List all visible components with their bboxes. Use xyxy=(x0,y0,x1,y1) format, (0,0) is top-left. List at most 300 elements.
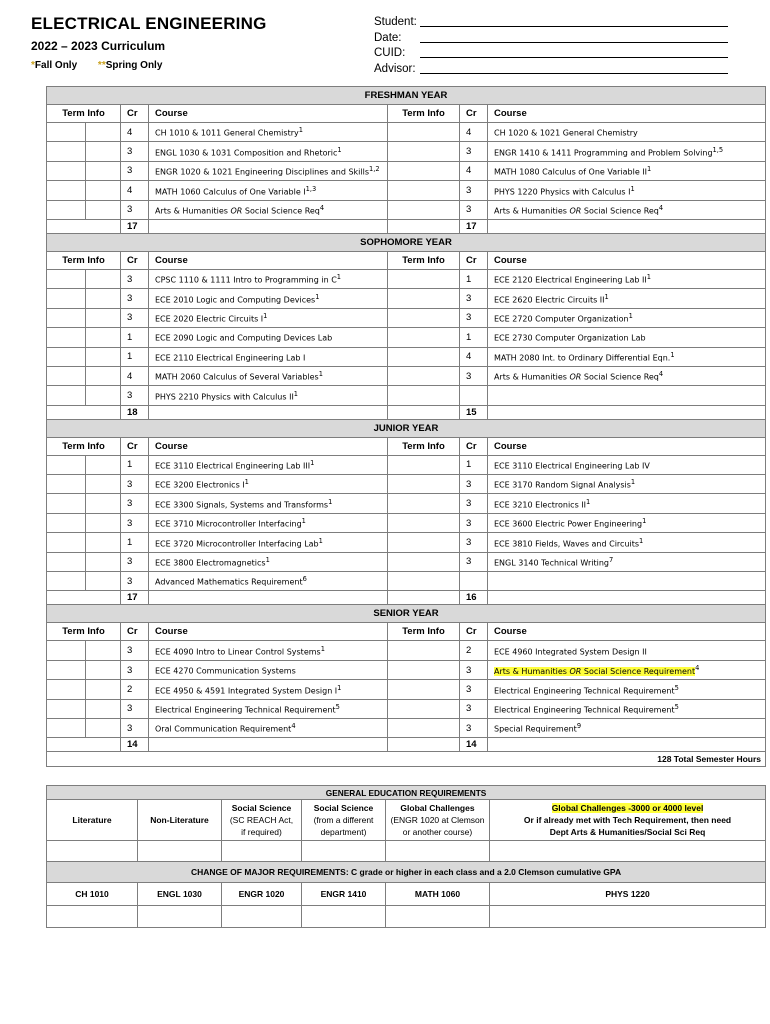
gen-ed-input-literature[interactable] xyxy=(47,841,138,862)
course-cell xyxy=(149,641,388,660)
course-name: PHYS 1220 Physics with Calculus I xyxy=(494,187,631,197)
course-header: Course xyxy=(488,623,766,641)
total-row xyxy=(47,405,766,419)
term-info-cell[interactable] xyxy=(388,533,460,552)
student-field[interactable] xyxy=(420,15,728,27)
course-name: ECE 3710 Microcontroller Interfacing xyxy=(155,519,302,529)
course-name: Arts & Humanities OR Social Science Requirement xyxy=(494,666,696,676)
course-row xyxy=(47,699,766,718)
term-info-cell[interactable] xyxy=(86,660,121,679)
gen-ed-global-2: Global Challenges -3000 or 4000 level Or if already met with Tech Requirement, then need Dept Arts & Humanities/Social Sci Req xyxy=(490,800,766,841)
term-info-header: Term Info xyxy=(388,251,460,269)
course-footnote: 4 xyxy=(658,203,664,212)
course-name: PHYS 2210 Physics with Calculus II xyxy=(155,392,294,402)
credit-total: 17 xyxy=(460,219,488,233)
term-info-cell[interactable] xyxy=(86,513,121,532)
term-info-cell[interactable] xyxy=(86,181,121,200)
term-info-cell[interactable] xyxy=(47,533,86,552)
course-footnote: 1 xyxy=(630,184,635,193)
term-info-cell[interactable] xyxy=(86,475,121,494)
credit-cell: 3 xyxy=(460,533,488,552)
term-info-cell[interactable] xyxy=(388,718,460,737)
credit-cell: 3 xyxy=(121,386,149,405)
credit-cell: 3 xyxy=(121,308,149,327)
credit-cell: 3 xyxy=(460,181,488,200)
course-cell xyxy=(488,181,766,200)
credit-cell: 3 xyxy=(460,552,488,571)
credit-cell: 1 xyxy=(121,328,149,347)
course-footnote: 1 xyxy=(328,497,333,506)
change-major-grade[interactable] xyxy=(222,906,302,928)
gen-ed-table xyxy=(46,785,766,928)
course-footnote: 5 xyxy=(674,683,679,692)
course-row xyxy=(47,142,766,161)
credit-total: 16 xyxy=(460,591,488,605)
advisor-field[interactable] xyxy=(420,62,728,74)
credit-cell: 4 xyxy=(460,123,488,142)
course-cell xyxy=(488,123,766,142)
term-info-cell[interactable] xyxy=(388,513,460,532)
term-info-header: Term Info xyxy=(388,623,460,641)
course-name: ECE 4090 Intro to Linear Control Systems xyxy=(155,647,321,657)
total-spacer xyxy=(488,405,766,419)
term-info-cell[interactable] xyxy=(86,718,121,737)
term-info-cell xyxy=(47,738,121,752)
course-footnote: 9 xyxy=(576,722,582,731)
year-title: SENIOR YEAR xyxy=(47,605,766,623)
credit-cell: 3 xyxy=(121,513,149,532)
total-row xyxy=(47,738,766,752)
term-info-cell xyxy=(47,591,121,605)
credit-cell: 3 xyxy=(460,200,488,219)
term-info-cell[interactable] xyxy=(388,494,460,513)
term-info-cell[interactable] xyxy=(47,494,86,513)
term-info-cell[interactable] xyxy=(47,123,86,142)
gen-ed-input-global-1[interactable] xyxy=(386,841,490,862)
course-cell xyxy=(149,269,388,288)
total-hours: 128 Total Semester Hours xyxy=(47,752,766,767)
term-info-cell[interactable] xyxy=(86,308,121,327)
course-row xyxy=(47,200,766,219)
course-row xyxy=(47,269,766,288)
credit-cell: 3 xyxy=(121,161,149,180)
course-cell xyxy=(488,269,766,288)
course-cell xyxy=(488,366,766,385)
course-footnote: 1 xyxy=(315,292,320,301)
total-spacer xyxy=(149,738,388,752)
course-row xyxy=(47,572,766,591)
course-footnote: 1 xyxy=(293,389,299,398)
term-info-cell[interactable] xyxy=(86,552,121,571)
page-subtitle: 2022 – 2023 Curriculum xyxy=(31,39,166,53)
term-info-cell[interactable] xyxy=(388,386,460,405)
term-info-cell[interactable] xyxy=(47,289,86,308)
term-info-cell[interactable] xyxy=(388,347,460,366)
course-name: ECE 3210 Electronics II xyxy=(494,500,587,510)
term-info-cell[interactable] xyxy=(86,347,121,366)
cr-header: Cr xyxy=(121,437,149,455)
total-spacer xyxy=(149,591,388,605)
course-name: ECE 3810 Fields, Waves and Circuits xyxy=(494,539,640,549)
course-footnote: 6 xyxy=(302,575,307,584)
gen-ed-non-literature: Non-Literature xyxy=(138,800,222,841)
course-footnote: 1 xyxy=(265,556,270,564)
course-cell xyxy=(488,200,766,219)
course-footnote: 1 xyxy=(263,312,268,321)
credit-cell: 3 xyxy=(121,718,149,737)
total-spacer xyxy=(388,219,460,233)
credit-total: 18 xyxy=(121,405,149,419)
course-row xyxy=(47,161,766,180)
course-cell xyxy=(488,455,766,474)
term-info-cell[interactable] xyxy=(86,328,121,347)
course-row xyxy=(47,347,766,366)
course-row xyxy=(47,533,766,552)
course-footnote: 1 xyxy=(244,478,249,487)
course-footnote: 4 xyxy=(291,722,296,731)
term-info-cell[interactable] xyxy=(86,641,121,660)
term-info-cell[interactable] xyxy=(388,680,460,699)
credit-cell: 3 xyxy=(460,718,488,737)
gen-ed-social-science-2: Social Science (from a different department) xyxy=(302,800,386,841)
credit-cell: 3 xyxy=(460,142,488,161)
course-row xyxy=(47,328,766,347)
cuid-label: CUID: xyxy=(374,47,406,59)
course-cell xyxy=(488,660,766,679)
course-name: ECE 3170 Random Signal Analysis xyxy=(494,481,631,491)
course-cell xyxy=(488,552,766,571)
year-header-row xyxy=(47,605,766,623)
course-footnote: 1,5 xyxy=(712,145,724,154)
course-footnote: 1 xyxy=(320,644,325,653)
cr-header: Cr xyxy=(121,105,149,123)
credit-cell: 3 xyxy=(460,660,488,679)
course-cell xyxy=(149,513,388,532)
course-name: MATH 2060 Calculus of Several Variables xyxy=(155,372,319,382)
term-info-cell[interactable] xyxy=(47,386,86,405)
course-row xyxy=(47,181,766,200)
term-info-cell[interactable] xyxy=(86,680,121,699)
course-name: ECE 3600 Electric Power Engineering xyxy=(494,519,643,529)
term-info-header: Term Info xyxy=(388,437,460,455)
spring-only-label: Spring Only xyxy=(105,60,163,71)
credit-total: 17 xyxy=(121,591,149,605)
course-footnote: 5 xyxy=(674,702,679,711)
term-info-cell[interactable] xyxy=(86,533,121,552)
change-major-grade[interactable] xyxy=(302,906,386,928)
credit-cell: 4 xyxy=(121,181,149,200)
change-major-grade[interactable] xyxy=(386,906,490,928)
course-name: ECE 2090 Logic and Computing Devices Lab xyxy=(155,334,333,344)
term-info-header: Term Info xyxy=(388,105,460,123)
term-info-cell[interactable] xyxy=(47,200,86,219)
course-cell xyxy=(149,475,388,494)
term-info-cell[interactable] xyxy=(86,494,121,513)
course-name: ECE 3800 Electromagnetics xyxy=(155,558,266,568)
term-info-cell[interactable] xyxy=(86,161,121,180)
course-cell xyxy=(488,718,766,737)
course-name: CPSC 1110 & 1111 Intro to Programming in C xyxy=(155,275,337,285)
term-info-cell[interactable] xyxy=(47,572,86,591)
term-info-header: Term Info xyxy=(47,251,121,269)
credit-cell: 4 xyxy=(121,123,149,142)
term-info-cell[interactable] xyxy=(86,269,121,288)
term-info-cell[interactable] xyxy=(388,660,460,679)
term-info-cell[interactable] xyxy=(86,289,121,308)
change-major-grade[interactable] xyxy=(47,906,138,928)
course-row xyxy=(47,718,766,737)
term-info-cell[interactable] xyxy=(388,699,460,718)
course-name: ECE 2620 Electric Circuits II xyxy=(494,295,605,305)
total-spacer xyxy=(149,405,388,419)
course-name: Electrical Engineering Technical Requirement xyxy=(155,705,336,715)
course-cell xyxy=(149,142,388,161)
course-cell xyxy=(149,123,388,142)
credit-cell: 3 xyxy=(460,289,488,308)
course-footnote: 1 xyxy=(337,145,342,154)
change-major-course: ENGR 1020 xyxy=(222,883,302,906)
term-info-cell[interactable] xyxy=(47,308,86,327)
change-major-course: MATH 1060 xyxy=(386,883,490,906)
fall-star: * xyxy=(31,60,35,71)
course-cell xyxy=(149,161,388,180)
course-name: ECE 2110 Electrical Engineering Lab I xyxy=(155,353,306,363)
term-info-cell[interactable] xyxy=(47,680,86,699)
course-cell xyxy=(149,552,388,571)
term-info-cell[interactable] xyxy=(47,718,86,737)
course-name: MATH 1080 Calculus of One Variable II xyxy=(494,167,648,177)
column-header-row xyxy=(47,437,766,455)
course-name: ENGL 1030 & 1031 Composition and Rhetoric xyxy=(155,148,338,158)
course-cell xyxy=(488,386,766,405)
credit-cell: 1 xyxy=(460,455,488,474)
term-info-cell[interactable] xyxy=(47,641,86,660)
credit-total: 14 xyxy=(121,738,149,752)
cr-header: Cr xyxy=(121,623,149,641)
cr-header: Cr xyxy=(460,105,488,123)
term-info-cell[interactable] xyxy=(388,308,460,327)
total-spacer xyxy=(488,591,766,605)
term-info-cell[interactable] xyxy=(388,366,460,385)
credit-cell: 3 xyxy=(121,641,149,660)
term-info-header: Term Info xyxy=(47,623,121,641)
date-field[interactable] xyxy=(420,31,728,43)
fall-only-label: Fall Only xyxy=(34,60,78,71)
term-info-cell[interactable] xyxy=(47,513,86,532)
course-footnote: 1 xyxy=(604,292,609,301)
term-info-cell[interactable] xyxy=(86,455,121,474)
credit-cell: 4 xyxy=(460,347,488,366)
credit-cell: 3 xyxy=(460,699,488,718)
course-name: CH 1020 & 1021 General Chemistry xyxy=(494,129,638,139)
term-info-cell xyxy=(47,405,121,419)
course-name: ENGL 3140 Technical Writing xyxy=(494,558,609,568)
term-info-cell[interactable] xyxy=(47,699,86,718)
course-name: ECE 2730 Computer Organization Lab xyxy=(494,334,646,344)
term-info-cell[interactable] xyxy=(388,200,460,219)
cr-header: Cr xyxy=(460,623,488,641)
advisor-label: Advisor: xyxy=(374,62,416,75)
course-name: Arts & Humanities OR Social Science Req xyxy=(494,206,659,216)
year-header-row xyxy=(47,87,766,105)
course-name: Special Requirement xyxy=(494,725,577,734)
change-major-grade[interactable] xyxy=(490,906,766,928)
credit-cell: 3 xyxy=(460,680,488,699)
term-info-cell[interactable] xyxy=(86,699,121,718)
course-footnote: 1 xyxy=(642,517,647,526)
course-footnote: 1 xyxy=(318,536,323,545)
course-row xyxy=(47,289,766,308)
term-info-cell[interactable] xyxy=(388,289,460,308)
term-info-cell[interactable] xyxy=(388,552,460,571)
change-major-course: ENGR 1410 xyxy=(302,883,386,906)
header xyxy=(31,14,267,71)
course-footnote: 1 xyxy=(336,273,342,282)
course-header: Course xyxy=(149,105,388,123)
course-footnote: 1 xyxy=(337,683,342,692)
column-header-row xyxy=(47,251,766,269)
course-row xyxy=(47,123,766,142)
cr-header: Cr xyxy=(121,251,149,269)
course-header: Course xyxy=(149,437,388,455)
credit-cell: 2 xyxy=(460,641,488,660)
change-major-grade[interactable] xyxy=(138,906,222,928)
term-info-cell[interactable] xyxy=(47,475,86,494)
credit-cell: 3 xyxy=(460,366,488,385)
course-name: MATH 1060 Calculus of One Variable I xyxy=(155,187,306,197)
term-info-cell[interactable] xyxy=(86,572,121,591)
change-major-course: CH 1010 xyxy=(47,883,138,906)
total-row xyxy=(47,591,766,605)
term-info-cell[interactable] xyxy=(47,161,86,180)
course-row xyxy=(47,308,766,327)
total-spacer xyxy=(388,591,460,605)
term-info-cell[interactable] xyxy=(47,328,86,347)
term-info-cell[interactable] xyxy=(47,181,86,200)
course-row xyxy=(47,366,766,385)
course-cell xyxy=(488,308,766,327)
course-header: Course xyxy=(149,623,388,641)
total-hours-row xyxy=(47,752,766,767)
gen-ed-input-global-2[interactable] xyxy=(490,841,766,862)
course-footnote: 1 xyxy=(298,126,303,135)
course-name: ECE 4950 & 4591 Integrated System Design I xyxy=(155,686,338,696)
term-legend xyxy=(31,60,267,71)
credit-cell: 3 xyxy=(460,513,488,532)
column-header-row xyxy=(47,623,766,641)
gen-ed-input-social-1[interactable] xyxy=(222,841,302,862)
course-cell xyxy=(488,328,766,347)
change-major-course: PHYS 1220 xyxy=(490,883,766,906)
gen-ed-input-non-literature[interactable] xyxy=(138,841,222,862)
total-row xyxy=(47,219,766,233)
credit-cell: 3 xyxy=(460,308,488,327)
credit-cell: 1 xyxy=(121,533,149,552)
course-cell xyxy=(488,289,766,308)
term-info-cell[interactable] xyxy=(388,181,460,200)
term-info-cell[interactable] xyxy=(47,660,86,679)
course-name: Oral Communication Requirement xyxy=(155,725,292,734)
course-row xyxy=(47,386,766,405)
course-row xyxy=(47,494,766,513)
course-cell xyxy=(149,386,388,405)
term-info-cell[interactable] xyxy=(388,142,460,161)
credit-cell: 1 xyxy=(121,455,149,474)
credit-cell: 3 xyxy=(121,200,149,219)
course-footnote: 1,2 xyxy=(369,165,380,174)
course-cell xyxy=(488,142,766,161)
term-info-cell[interactable] xyxy=(86,123,121,142)
course-footnote: 1 xyxy=(301,517,306,526)
term-info-cell[interactable] xyxy=(388,455,460,474)
term-info-cell[interactable] xyxy=(47,455,86,474)
term-info-cell[interactable] xyxy=(47,347,86,366)
term-info-cell[interactable] xyxy=(388,328,460,347)
course-footnote: 1 xyxy=(647,165,652,174)
course-cell xyxy=(149,181,388,200)
curriculum-table xyxy=(46,86,766,767)
gen-ed-literature: Literature xyxy=(47,800,138,841)
course-name: CH 1010 & 1011 General Chemistry xyxy=(155,129,299,139)
gen-ed-input-social-2[interactable] xyxy=(302,841,386,862)
term-info-cell[interactable] xyxy=(388,123,460,142)
term-info-cell[interactable] xyxy=(86,200,121,219)
course-name: ECE 3110 Electrical Engineering Lab III xyxy=(155,461,311,471)
student-label: Student: xyxy=(374,16,417,28)
course-footnote: 4 xyxy=(658,370,664,379)
course-footnote: 1 xyxy=(628,312,633,321)
course-row xyxy=(47,660,766,679)
term-info-cell[interactable] xyxy=(388,161,460,180)
credit-cell: 3 xyxy=(460,494,488,513)
credit-cell: 3 xyxy=(121,572,149,591)
term-info-cell[interactable] xyxy=(388,475,460,494)
credit-total: 14 xyxy=(460,738,488,752)
term-info-cell[interactable] xyxy=(47,142,86,161)
cr-header: Cr xyxy=(460,251,488,269)
course-footnote: 1 xyxy=(670,350,675,359)
term-info-cell[interactable] xyxy=(86,366,121,385)
course-cell xyxy=(149,366,388,385)
gen-ed-global-1: Global Challenges (ENGR 1020 at Clemson or another course) xyxy=(386,800,490,841)
course-header: Course xyxy=(488,105,766,123)
term-info-cell[interactable] xyxy=(86,386,121,405)
course-row xyxy=(47,475,766,494)
term-info-cell[interactable] xyxy=(388,641,460,660)
term-info-cell[interactable] xyxy=(86,142,121,161)
term-info-cell[interactable] xyxy=(388,572,460,591)
course-footnote: 1 xyxy=(310,459,315,468)
course-name: ENGR 1020 & 1021 Engineering Disciplines and Skills xyxy=(155,167,370,177)
credit-cell: 3 xyxy=(460,475,488,494)
term-info-cell[interactable] xyxy=(47,552,86,571)
term-info-cell[interactable] xyxy=(47,269,86,288)
term-info-cell[interactable] xyxy=(47,366,86,385)
course-name: ECE 2010 Logic and Computing Devices xyxy=(155,295,316,305)
course-cell xyxy=(488,699,766,718)
course-name: ECE 3110 Electrical Engineering Lab IV xyxy=(494,461,650,471)
course-cell xyxy=(149,533,388,552)
course-row xyxy=(47,455,766,474)
total-spacer xyxy=(149,219,388,233)
course-row xyxy=(47,680,766,699)
course-header: Course xyxy=(149,251,388,269)
term-info-cell[interactable] xyxy=(388,269,460,288)
course-cell xyxy=(149,494,388,513)
cuid-field[interactable] xyxy=(420,46,728,58)
course-name: Arts & Humanities OR Social Science Req xyxy=(155,206,320,216)
course-cell xyxy=(149,347,388,366)
